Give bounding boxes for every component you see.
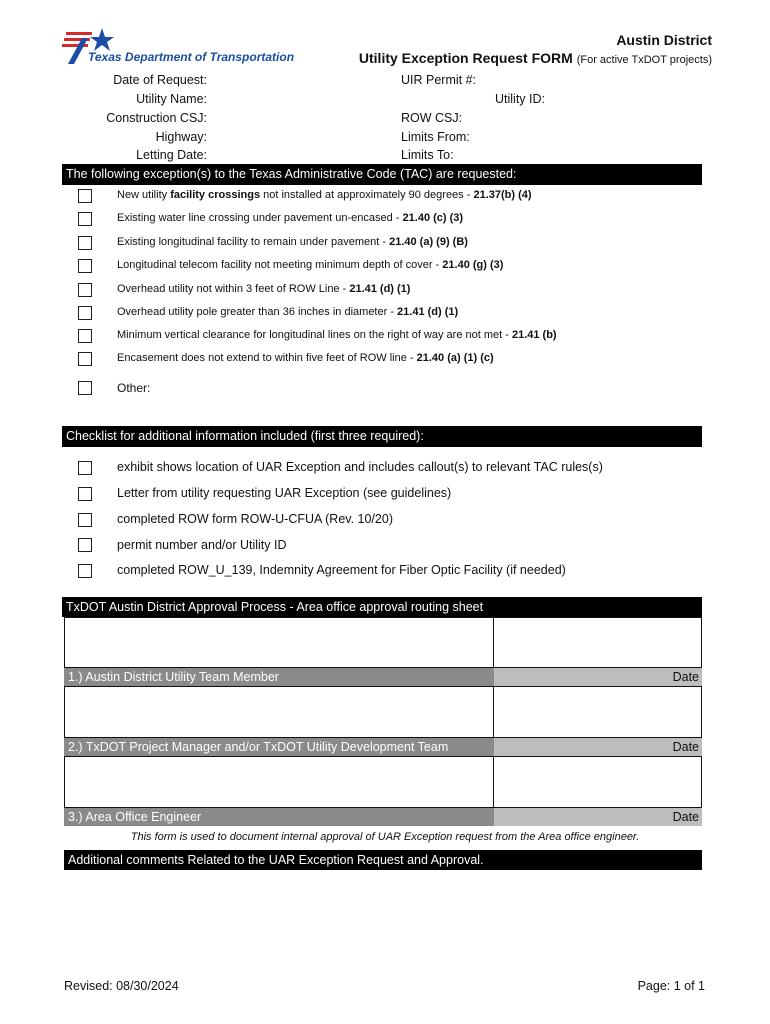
field-letting-date: Letting Date:	[136, 148, 207, 162]
date-label-1: Date	[494, 668, 702, 686]
date-box-1[interactable]	[493, 617, 702, 668]
checklist-item: Letter from utility requesting UAR Exception (see guidelines)	[117, 486, 452, 500]
form-subtitle: (For active TxDOT projects)	[576, 54, 712, 66]
exception-checkbox[interactable]	[78, 259, 92, 273]
field-highway: Highway:	[155, 130, 207, 144]
district-title: Austin District	[616, 32, 712, 48]
approval-header: TxDOT Austin District Approval Process - Area office approval routing sheet	[62, 597, 702, 617]
date-label-2: Date	[494, 738, 702, 756]
comments-header: Additional comments Related to the UAR Exception Request and Approval.	[64, 850, 702, 870]
form-title	[359, 50, 712, 66]
checklist-item: completed ROW_U_139, Indemnity Agreement for Fiber Optic Facility (if needed)	[117, 563, 566, 577]
field-date-of-request: Date of Request:	[113, 73, 207, 87]
exception-checkbox[interactable]	[78, 306, 92, 320]
revised-date: Revised: 08/30/2024	[64, 979, 179, 993]
field-limits-to: Limits To:	[401, 148, 454, 162]
other-label: Other:	[117, 381, 151, 395]
signature-box-1[interactable]	[64, 617, 494, 668]
checklist-item: exhibit shows location of UAR Exception and includes callout(s) to relevant TAC rules(s)	[117, 460, 603, 474]
checklist-item: completed ROW form ROW-U-CFUA (Rev. 10/20)	[117, 512, 393, 526]
checklist-checkbox[interactable]	[78, 487, 92, 501]
exception-checkbox[interactable]	[78, 329, 92, 343]
checklist-checkbox[interactable]	[78, 513, 92, 527]
signature-box-2[interactable]	[64, 686, 494, 738]
exception-item: Existing longitudinal facility to remain under pavement - 21.40 (a) (9) (B)	[117, 236, 468, 248]
date-box-3[interactable]	[493, 756, 702, 808]
checklist-checkbox[interactable]	[78, 564, 92, 578]
checklist-checkbox[interactable]	[78, 461, 92, 475]
date-label-3: Date	[494, 808, 702, 826]
comments-area[interactable]	[64, 872, 702, 962]
exception-checkbox[interactable]	[78, 236, 92, 250]
form-title-main: Utility Exception Request FORM	[358, 50, 573, 66]
approval-label-2: 2.) TxDOT Project Manager and/or TxDOT Utility Development Team	[64, 738, 494, 756]
checklist-checkbox[interactable]	[78, 538, 92, 552]
exception-item: Longitudinal telecom facility not meeting minimum depth of cover - 21.40 (g) (3)	[117, 259, 504, 271]
exception-item: Overhead utility pole greater than 36 inches in diameter - 21.41 (d) (1)	[117, 306, 459, 318]
exception-item: Existing water line crossing under pavement un-encased - 21.40 (c) (3)	[117, 212, 464, 224]
approval-label-1: 1.) Austin District Utility Team Member	[64, 668, 494, 686]
field-limits-from: Limits From:	[401, 130, 470, 144]
date-box-2[interactable]	[493, 686, 702, 738]
other-checkbox[interactable]	[78, 381, 92, 395]
exception-checkbox[interactable]	[78, 189, 92, 203]
exception-checkbox[interactable]	[78, 212, 92, 226]
exception-item: New utility facility crossings not installed at approximately 90 degrees - 21.37(b) (4)	[117, 189, 532, 201]
checklist-header: Checklist for additional information included (first three required):	[62, 426, 702, 447]
field-uir-permit: UIR Permit #:	[401, 73, 477, 87]
org-name: Texas Department of Transportation	[88, 50, 295, 64]
field-row-csj: ROW CSJ:	[401, 111, 463, 125]
exceptions-header: The following exception(s) to the Texas Administrative Code (TAC) are requested:	[62, 164, 702, 185]
exception-checkbox[interactable]	[78, 352, 92, 366]
field-utility-name: Utility Name:	[136, 92, 207, 106]
field-utility-id: Utility ID:	[495, 92, 545, 106]
exception-item: Minimum vertical clearance for longitudinal lines on the right of way are not met - 21.41 (b)	[117, 329, 557, 341]
exception-item: Encasement does not extend to within five feet of ROW line - 21.40 (a) (1) (c)	[117, 352, 494, 364]
exception-checkbox[interactable]	[78, 283, 92, 297]
field-construction-csj: Construction CSJ:	[106, 111, 207, 125]
approval-label-3: 3.) Area Office Engineer	[64, 808, 494, 826]
page-number: Page: 1 of 1	[637, 979, 705, 993]
signature-box-3[interactable]	[64, 756, 494, 808]
exception-item: Overhead utility not within 3 feet of ROW Line - 21.41 (d) (1)	[117, 283, 411, 295]
checklist-item: permit number and/or Utility ID	[117, 538, 287, 552]
approval-note: This form is used to document internal approval of UAR Exception request from the Area office engineer.	[130, 831, 640, 843]
